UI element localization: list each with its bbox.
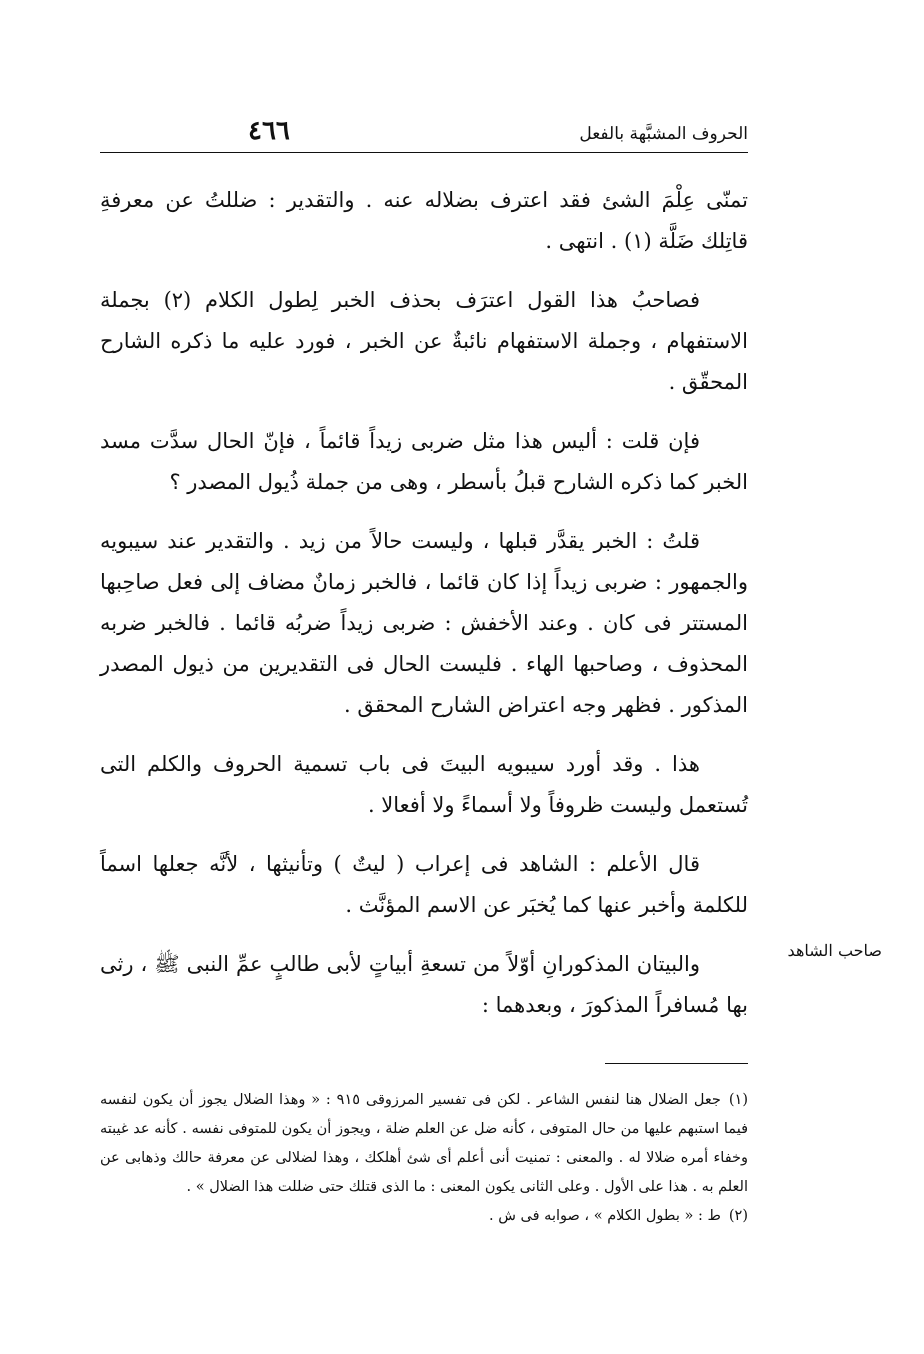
paragraph: فصاحبُ هذا القول اعترَف بحذف الخبر لِطول الكلام (٢) بجملة الاستفهام ، وجملة الاستفهام نائبةٌ عن الخبر ، فورد عليه ما ذكره الشارح المحقّق . (100, 288, 748, 394)
footnote-number: (٢) (728, 1208, 748, 1224)
margin-note: صاحب الشاهد (787, 941, 882, 960)
page-number: ٤٦٦ (248, 116, 290, 146)
paragraph: قلتُ : الخبر يقدَّر قبلها ، وليست حالاً من زيد . والتقدير عند سيبويه والجمهور : ضربى زيداً إذا كان قائما ، فالخبر زمانٌ مضاف إلى فعل صاحِبها المستتر فى كان . وعند الأخفش : ضربى زيداً ضربُه قائما . فالخبر ضربه المحذوف ، وصاحبها الهاء . فليست الحال فى التقديرين من ذيول المصدر المذكور . فظهر وجه اعتراض الشارح المحقق . (100, 529, 748, 717)
paragraph: والبيتان المذكورانِ أوّلاً من تسعةِ أبياتٍ لأبى طالبٍ عمِّ النبى ﷺ ، رثى بها مُسافراً المذكورَ ، وبعدهما : (100, 952, 748, 1017)
page-header (100, 112, 748, 153)
paragraph: قال الأعلم : الشاهد فى إعراب ( ليتٌ ) وتأنيثها ، لأنَّه جعلها اسماً للكلمة وأخبر عنها كما يُخبَر عن الاسم المؤنَّث . (100, 852, 748, 917)
footnotes (100, 1086, 748, 1231)
paragraph: فإن قلت : أليس هذا مثل ضربى زيداً قائماً ، فإنّ الحال سدَّت مسد الخبر كما ذكره الشارح قبلُ بأسطر ، وهى من جملة ذُيول المصدر ؟ (100, 429, 748, 494)
paragraph: هذا . وقد أورد سيبويه البيتَ فى باب تسمية الحروف والكلم التى تُستعمل وليست ظروفاً ولا أسماءً ولا أفعالا . (100, 752, 748, 817)
main-text (100, 180, 748, 1044)
footnote (100, 1086, 748, 1202)
footnote-text: جعل الضلال هنا لنفس الشاعر . لكن فى تفسير المرزوقى ٩١٥ : « وهذا الضلال يجوز أن يكون لنفسه فيما استبهم عليها من حال المتوفى ، كأنه ضل عن العلم ضلة ، ويجوز أن يكون للمتوفى نفسه . كأنه عد غيبته وخفاء أمره ضلالا له . والمعنى : تمنيت أنى أعلم أى شئ أهلكك ، وهذا لضلالى عن معرفة حالك وذهابى عن العلم به . هذا على الأول . وعلى الثانى يكون المعنى : ما الذى قتلك حتى ضللت هذا الضلال » . (100, 1092, 748, 1195)
footnote (100, 1202, 748, 1231)
footnote-divider (605, 1063, 748, 1064)
footnote-text: ط : « بطول الكلام » ، صوابه فى ش . (489, 1208, 721, 1224)
paragraph: تمنّى عِلْمَ الشئ فقد اعترف بضلاله عنه . والتقدير : ضللتُ عن معرفةِ قاتِلك ضَلَّة (١) . انتهى . (100, 188, 748, 253)
running-title: الحروف المشبَّهة بالفعل (579, 124, 748, 144)
footnote-number: (١) (728, 1092, 748, 1108)
